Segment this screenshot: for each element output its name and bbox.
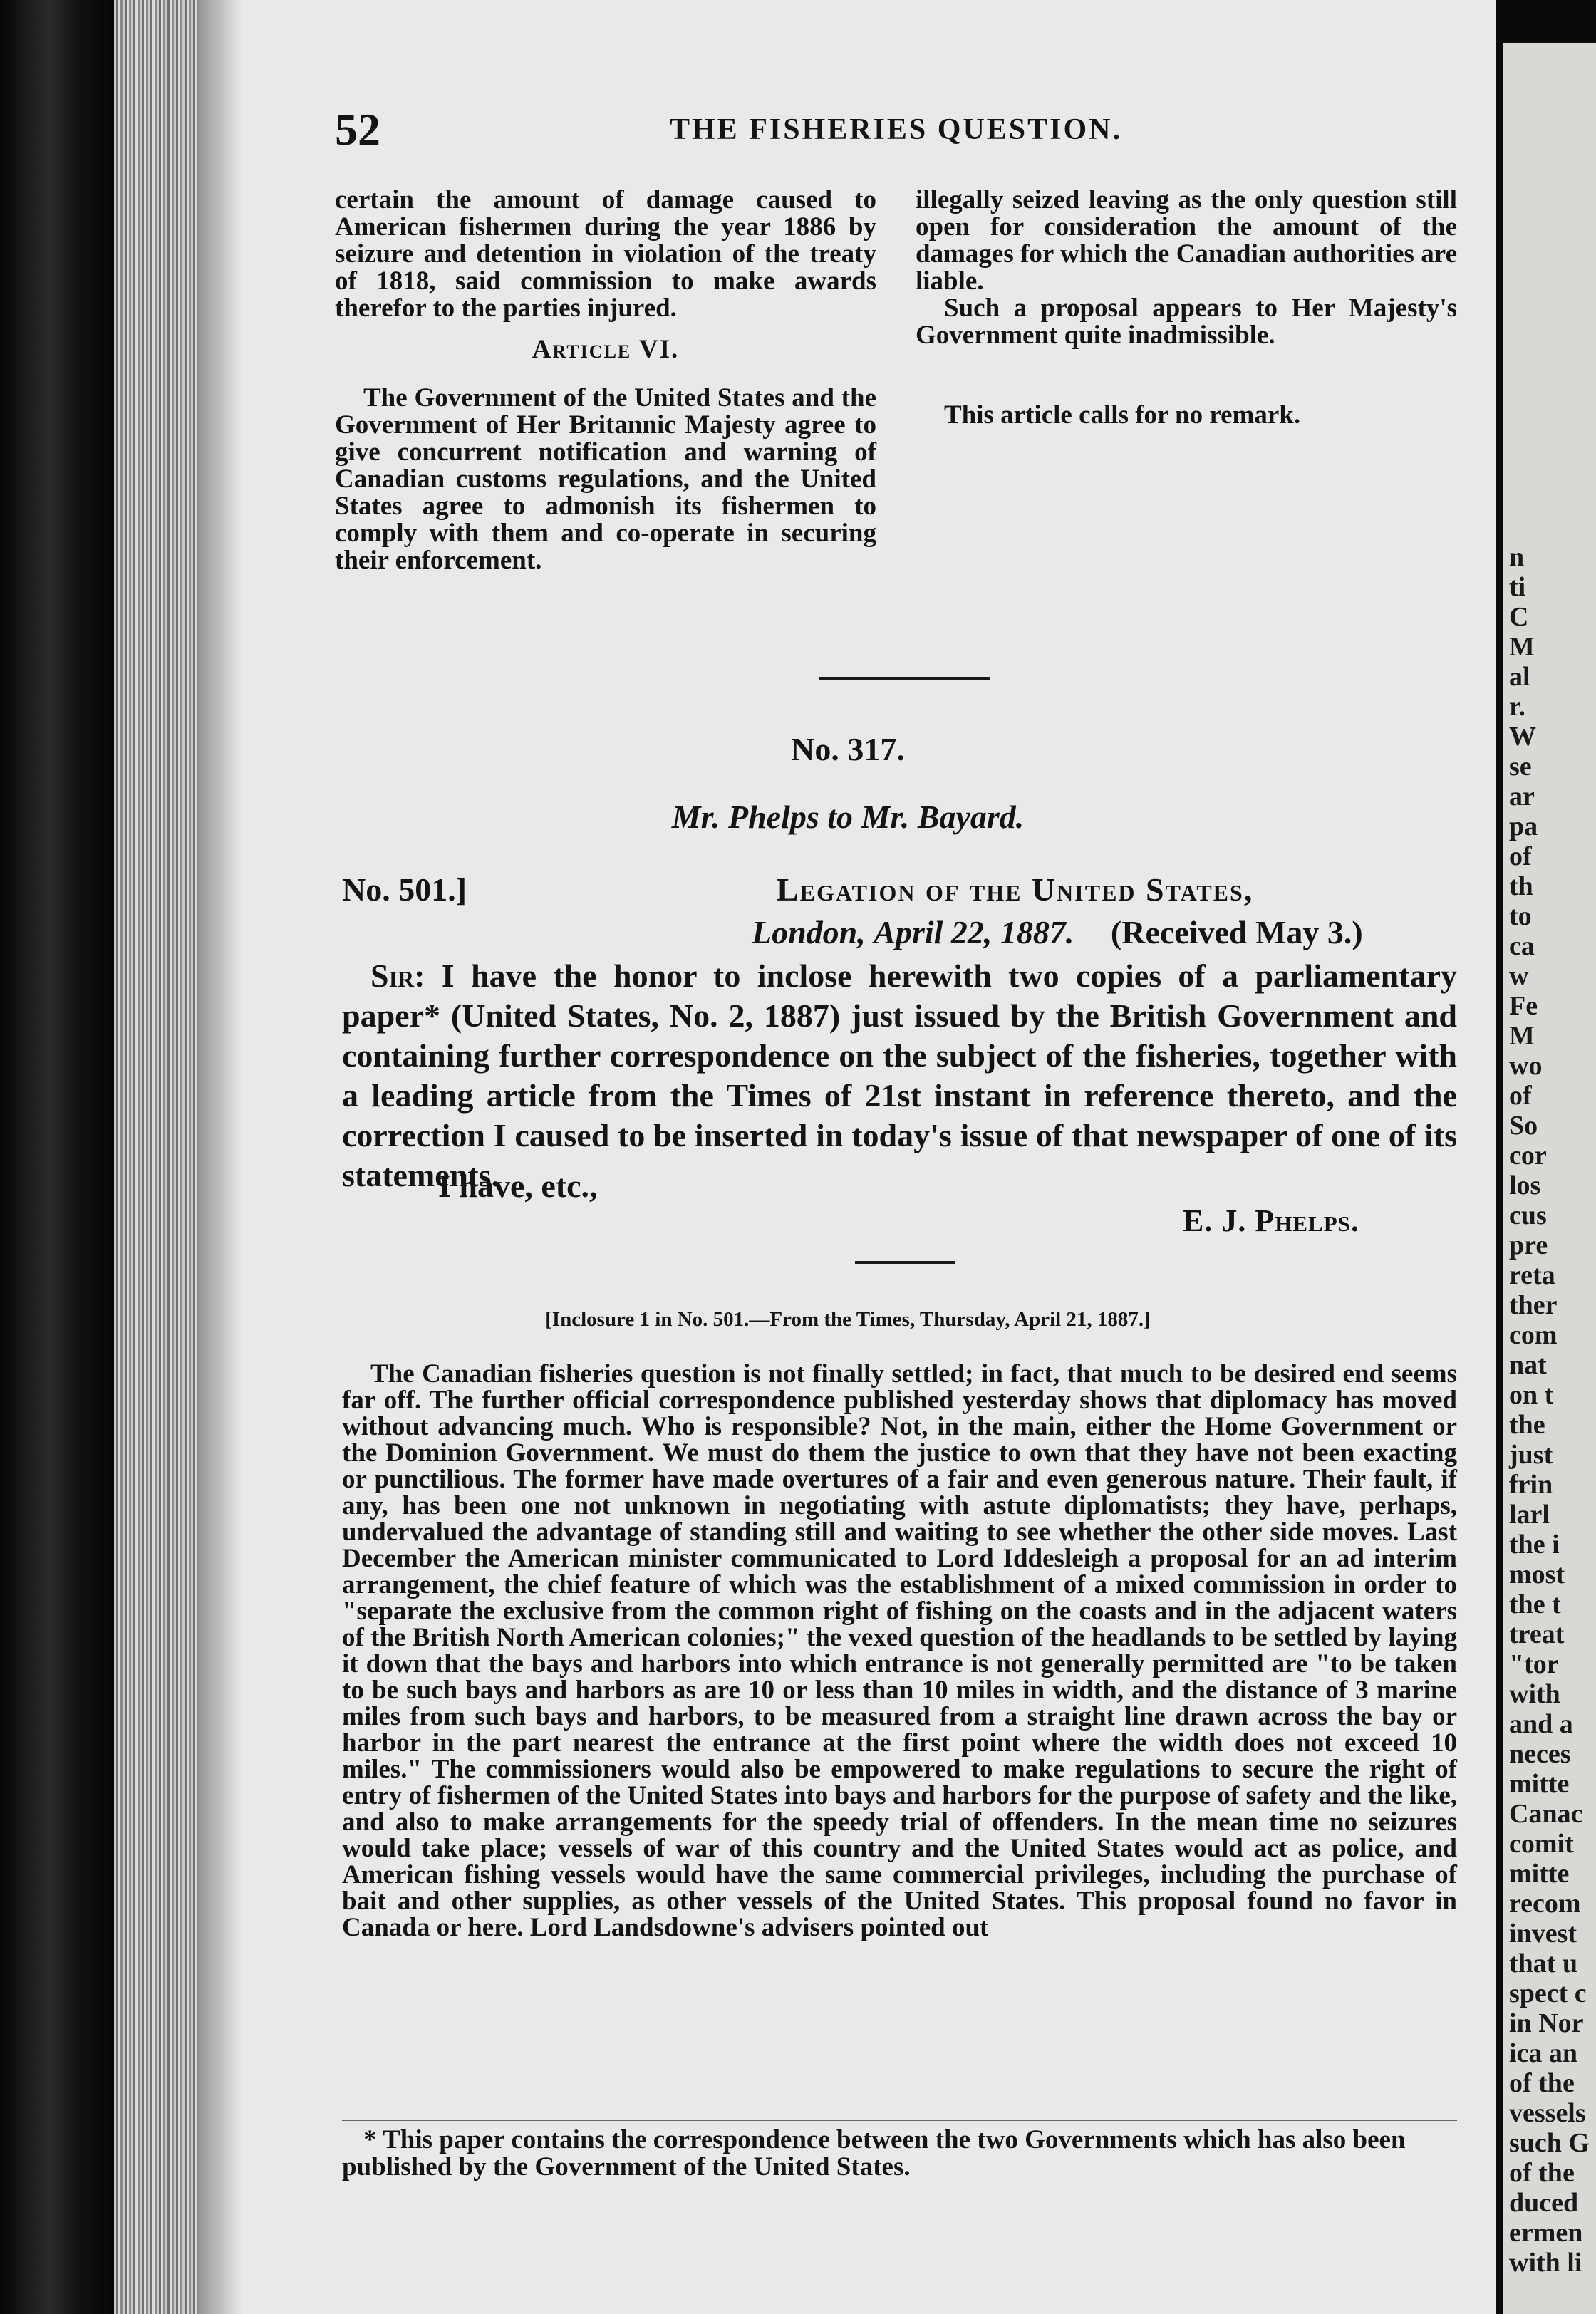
adjacent-page-fragment: neces: [1509, 1739, 1571, 1769]
adjacent-page-fragment: Fe: [1509, 991, 1538, 1021]
received-note: (Received May 3.): [1110, 914, 1363, 950]
adjacent-page-fragment: of: [1509, 1081, 1532, 1111]
letter-body: [342, 956, 1457, 1195]
adjacent-page-fragment: recom: [1509, 1889, 1581, 1919]
adjacent-page-fragment: pre: [1509, 1230, 1548, 1260]
closing: I have, etc.,: [438, 1168, 598, 1204]
adjacent-page-fragment: al: [1509, 662, 1530, 692]
adjacent-page-fragment: wo: [1509, 1051, 1543, 1081]
place: London,: [752, 914, 866, 950]
adjacent-page-fragment: of the: [1509, 2068, 1575, 2098]
adjacent-page: [1503, 43, 1596, 2314]
salutation: Sir:: [370, 958, 425, 994]
left-paragraph-1: certain the amount of damage caused to American fishermen during the year 1886 by seizure and detention in violation of the treaty of 1818, said commission to make awards therefor to the parties injured.: [335, 185, 876, 323]
right-paragraph-1: illegally seized leaving as the only question still open for consideration the amount of the damages for which the Canadian authorities are liable.: [916, 185, 1457, 296]
adjacent-page-fragment: ther: [1509, 1290, 1558, 1320]
adjacent-page-fragment: on t: [1509, 1380, 1554, 1410]
inclosure-heading: [Inclosure 1 in No. 501.—From the Times, Thursday, April 21, 1887.]: [545, 1308, 1151, 1331]
letter-text: I have the honor to inclose herewith two copies of a parliamentary paper* (United States, No. 2, 1887) just issued by the British Government and containing further correspondence on the subject of the fisheries, together with a leading article from the Times of 21st instant in reference thereto, and the correction I caused to be inserted in today's issue of that newspaper of one of its statements.: [342, 958, 1457, 1193]
adjacent-page-fragment: cus: [1509, 1200, 1547, 1230]
adjacent-page-fragment: cor: [1509, 1141, 1547, 1171]
adjacent-page-fragment: ica an: [1509, 2038, 1578, 2068]
place-date-line: [752, 913, 1363, 951]
adjacent-page-fragment: and a: [1509, 1709, 1573, 1739]
adjacent-page-fragment: the i: [1509, 1530, 1560, 1560]
adjacent-page-fragment: larl: [1509, 1500, 1550, 1530]
adjacent-page-fragment: the: [1509, 1410, 1545, 1440]
running-title: THE FISHERIES QUESTION.: [670, 113, 1123, 146]
footnote: [342, 2127, 1457, 2181]
adjacent-page-fragment: ca: [1509, 931, 1535, 961]
adjacent-page-fragment: w: [1509, 961, 1529, 991]
adjacent-page-fragment: th: [1509, 871, 1533, 901]
adjacent-page-fragment: los: [1509, 1171, 1541, 1200]
adjacent-page-fragment: vessels: [1509, 2098, 1586, 2128]
book-page: [200, 0, 1496, 2314]
article-heading: Article VI.: [532, 335, 680, 364]
adjacent-page-fragment: nat: [1509, 1350, 1547, 1380]
adjacent-page-fragment: the t: [1509, 1589, 1561, 1619]
adjacent-page-fragment: ti: [1509, 572, 1526, 602]
adjacent-page-fragment: such G: [1509, 2128, 1590, 2158]
adjacent-page-fragment: M: [1509, 1021, 1535, 1051]
times-article-text: The Canadian fisheries question is not finally settled; in fact, that much to be desired end seems far off. The further official correspondence published yesterday shows that diplomacy has moved without advancing much. Who is responsible? Not, in the main, either the Home Government or the Dominion Government. We must do them the justice to own that they have not been exacting or punctilious. The former have made overtures of a fair and even generous nature. Their fault, if any, has been one not unknown in negotiating with astute diplomatists; they have, perhaps, undervalued the advantage of standing still and waiting to see whether the other side moves. Last December the American minister communicated to Lord Iddesleigh a proposal for an ad interim arrangement, the chief feature of which was the establishment of a mixed commission in order to "separate the exclusive from the common right of fishing on the coasts and in the adjacent waters of the British North American colonies;" the vexed question of the headlands to be settled by laying it down that the bays and harbors into which entrance is not generally permitted are "to be taken to be such bays and harbors as are 10 or less than 10 miles in width, and the distance of 3 marine miles from such bays and harbors, to be measured from a straight line drawn across the bay or harbor in the part nearest the entrance at the first point where the width does not exceed 10 miles." The commissioners would also be empowered to make regulations to secure the right of entry of fishermen of the United States into bays and harbors for the purpose of safety and the like, and also to make arrangements for the speedy trial of offenders. In the mean time no seizures would take place; vessels of war of this country and the United States would act as police, and American fishing vessels would have the same commercial privileges, including the purchase of bait and other supplies, as other vessels of the United States. This proposal found no favor in Canada or here. Lord Landsdowne's advisers pointed out: [342, 1359, 1457, 1942]
adjacent-page-fragment: comit: [1509, 1829, 1574, 1859]
times-article: [342, 1361, 1457, 1941]
short-rule: [855, 1261, 955, 1264]
adjacent-page-fragment: pa: [1509, 811, 1538, 841]
adjacent-page-fragment: So: [1509, 1111, 1538, 1141]
adjacent-page-fragment: treat: [1509, 1619, 1565, 1649]
adjacent-page-fragment: duced: [1509, 2188, 1579, 2218]
adjacent-page-fragment: Canac: [1509, 1799, 1583, 1829]
adjacent-page-fragment: com: [1509, 1320, 1558, 1350]
adjacent-page-fragment: ermen: [1509, 2218, 1583, 2248]
adjacent-page-fragment: of the: [1509, 2158, 1575, 2188]
adjacent-page-fragment: mitte: [1509, 1769, 1570, 1799]
document-number: No. 317.: [791, 731, 905, 767]
adjacent-page-fragment: that u: [1509, 1949, 1578, 1978]
adjacent-page-fragment: frin: [1509, 1470, 1553, 1500]
adjacent-page-fragment: "tor: [1509, 1649, 1559, 1679]
adjacent-page-fragment: in Nor: [1509, 2008, 1584, 2038]
adjacent-page-fragment: to: [1509, 901, 1532, 931]
date: April 22, 1887.: [874, 914, 1074, 950]
letter-reference: No. 501.]: [342, 871, 467, 908]
book-binding-shadow: [0, 0, 114, 2314]
left-paragraph-2: The Government of the United States and the Government of Her Britannic Majesty agree to give concurrent notification and warning of Canadian customs regulations, and the United States agree to admonish its fishermen to comply with them and co-operate in securing their enforcement.: [335, 383, 876, 575]
right-paragraph-2: Such a proposal appears to Her Majesty's Government quite inadmissible.: [916, 294, 1457, 350]
adjacent-page-fragment: M: [1509, 632, 1535, 662]
section-rule: [819, 677, 990, 680]
footnote-text: * This paper contains the correspondence between the two Governments which has also been published by the Government of the United States.: [342, 2125, 1406, 2181]
adjacent-page-fragment: mitte: [1509, 1859, 1570, 1889]
adjacent-page-fragment: of: [1509, 841, 1532, 871]
signature: E. J. Phelps.: [1183, 1203, 1359, 1238]
adjacent-page-fragment: with li: [1509, 2248, 1582, 2278]
adjacent-page-fragment: most: [1509, 1560, 1565, 1589]
adjacent-page-fragment: ar: [1509, 782, 1535, 811]
adjacent-page-fragment: r.: [1509, 692, 1525, 722]
adjacent-page-fragment: invest: [1509, 1919, 1577, 1949]
adjacent-page-fragment: spect c: [1509, 1978, 1587, 2008]
legation-heading: Legation of the United States,: [777, 871, 1254, 908]
letter-title: Mr. Phelps to Mr. Bayard.: [671, 799, 1025, 835]
adjacent-page-fragment: n: [1509, 542, 1525, 572]
right-paragraph-3: This article calls for no remark.: [944, 400, 1301, 430]
adjacent-page-fragment: C: [1509, 602, 1529, 632]
left-column: [335, 187, 876, 574]
adjacent-page-fragment: reta: [1509, 1260, 1555, 1290]
adjacent-page-fragment: W: [1509, 722, 1536, 752]
adjacent-page-fragment: with: [1509, 1679, 1560, 1709]
adjacent-page-fragment: just: [1509, 1440, 1553, 1470]
page-number: 52: [335, 104, 380, 155]
adjacent-page-fragment: se: [1509, 752, 1532, 782]
page-edges: [114, 0, 200, 2314]
right-column: [916, 187, 1457, 429]
spine-shadow: [200, 0, 242, 2314]
footnote-rule: [342, 2120, 1457, 2121]
